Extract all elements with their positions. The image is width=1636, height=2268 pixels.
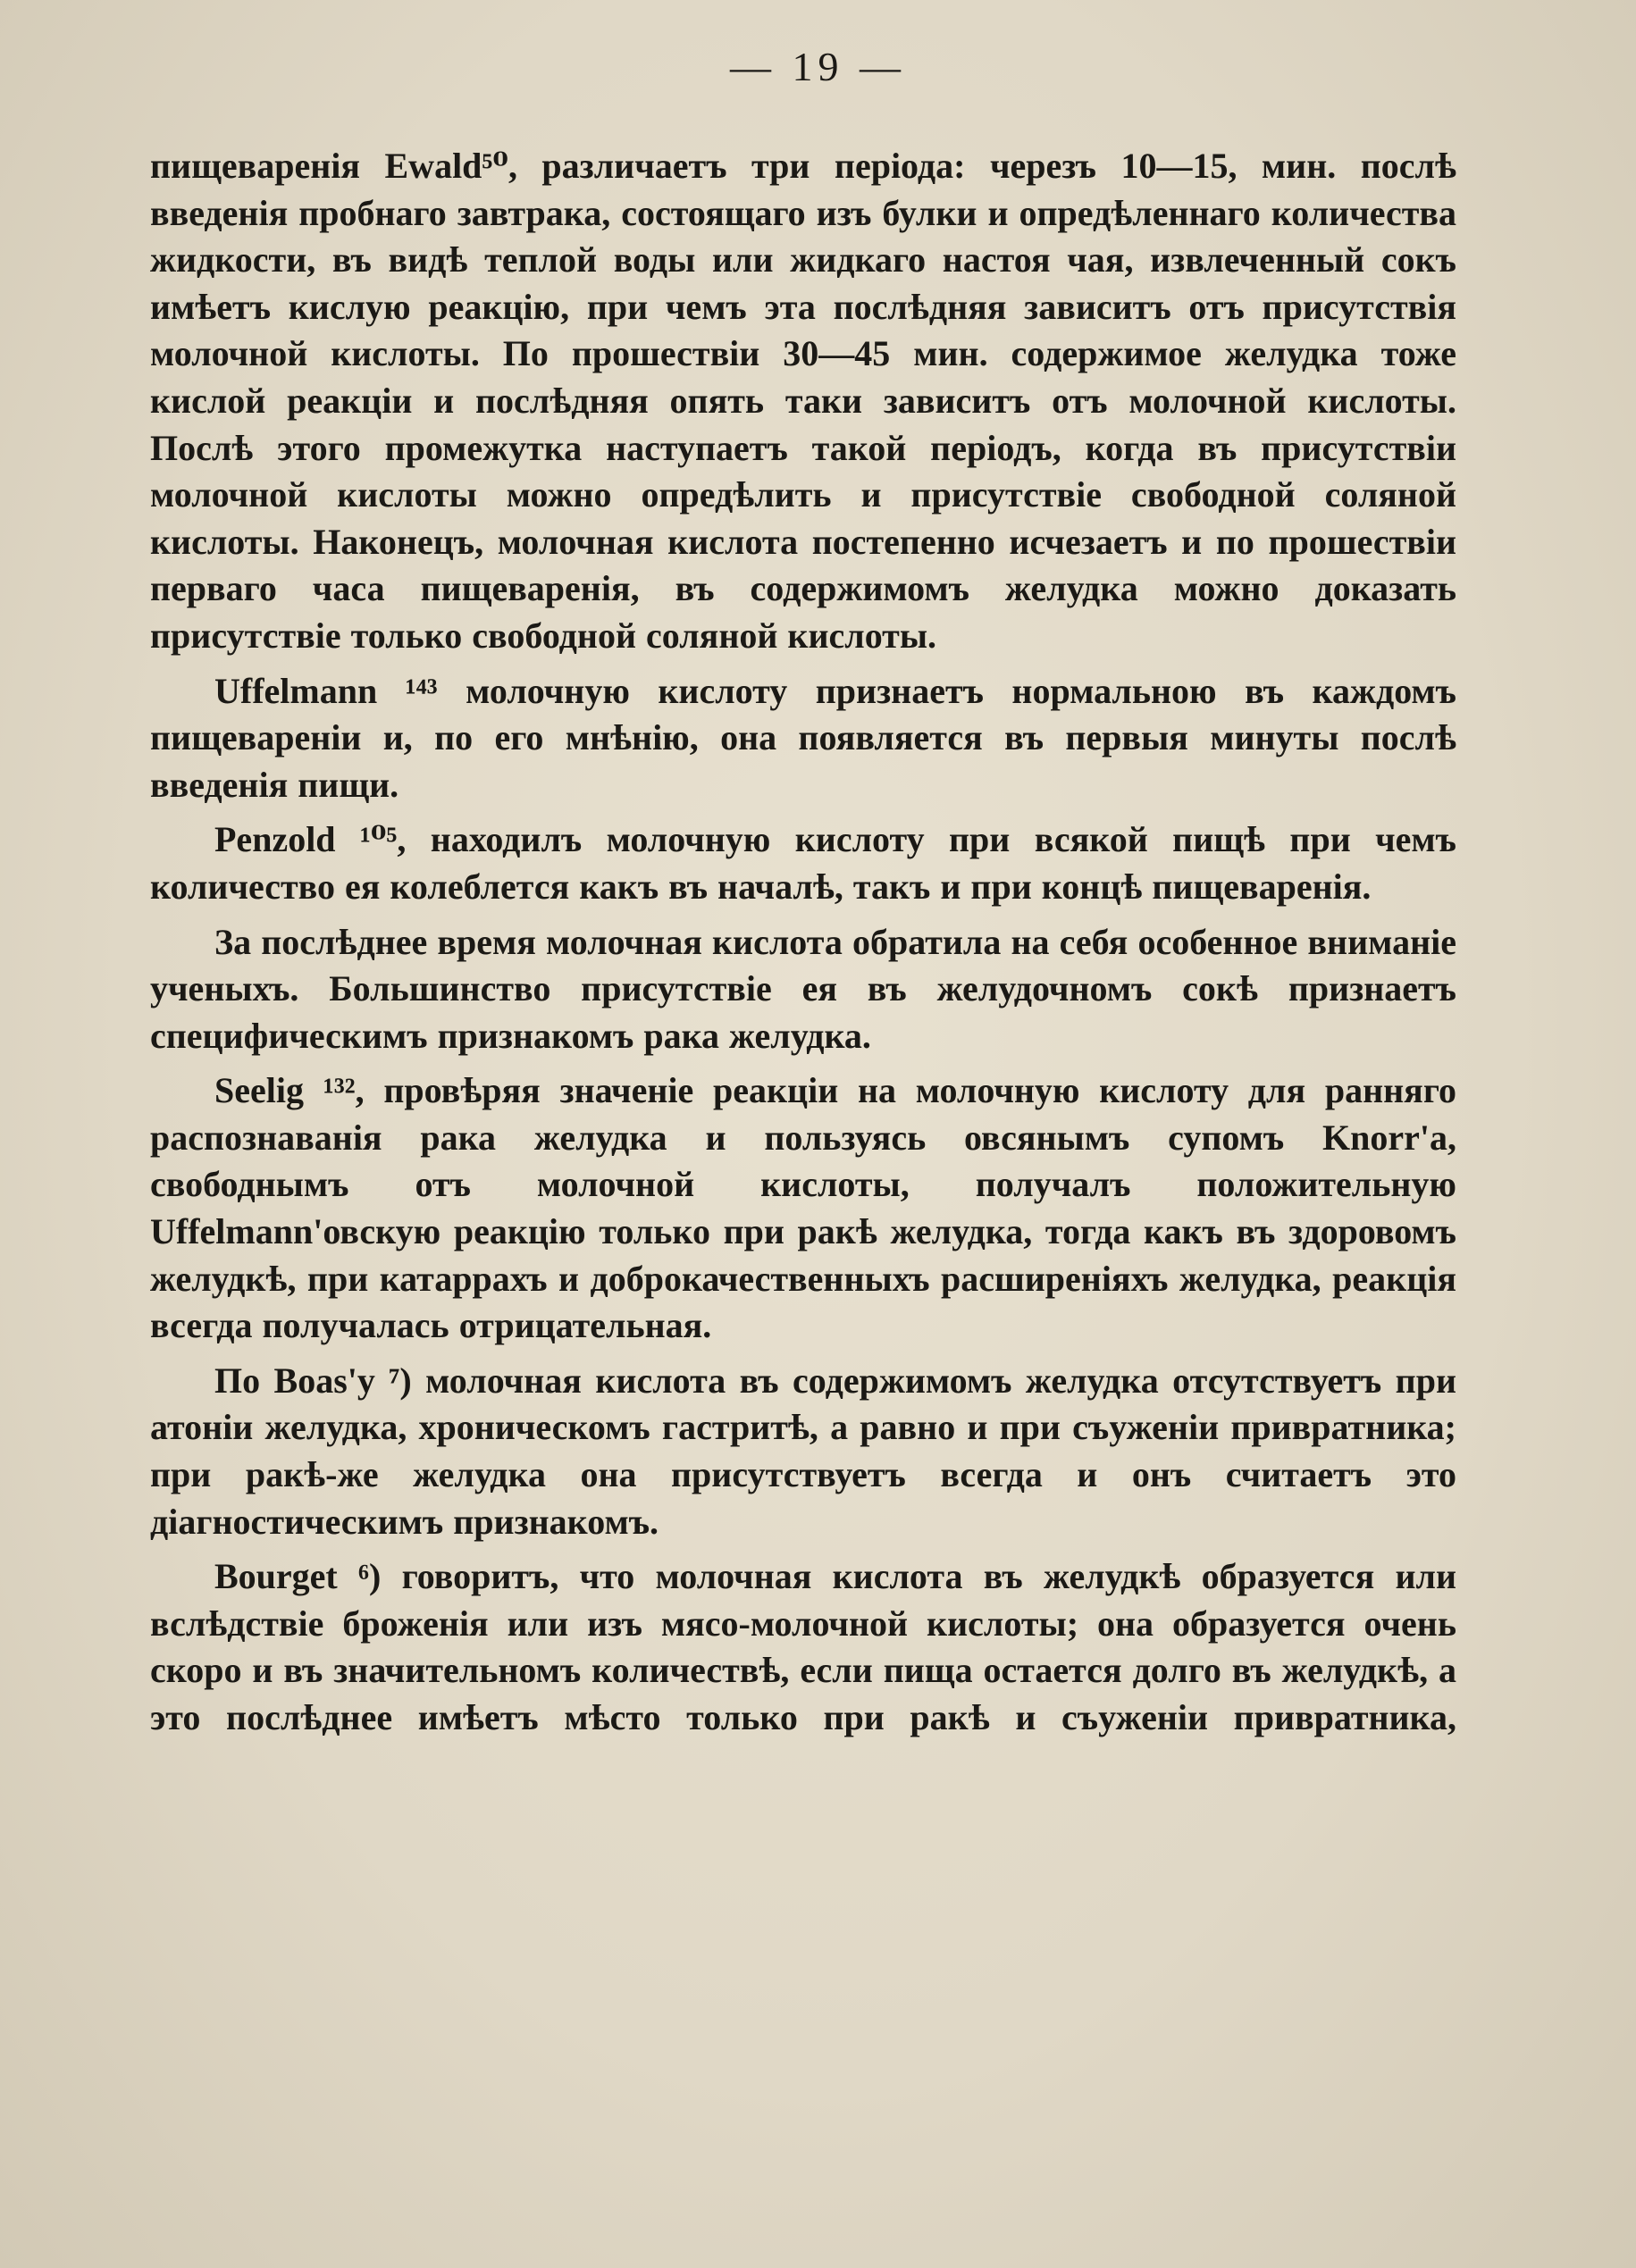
paragraph-uffelmann: Uffelmann ¹⁴³ молочную кислоту признаетъ нормальною въ каждомъ пищевареніи и, по его мнѣнію, она появляется въ первыя минуты послѣ введенія пищи. bbox=[150, 670, 1456, 805]
body-text bbox=[150, 143, 1456, 1750]
paragraph-boas: По Boas'y ⁷) молочная кислота въ содержимомъ желудка отсутствуетъ при атоніи желудка, хроническомъ гастритѣ, а равно и при съуженіи привратника; при ракѣ-же желудка она присутствуетъ всегда и онъ считаетъ это діагностическимъ признакомъ. bbox=[150, 1360, 1456, 1542]
paragraph-penzold: Penzold ¹⁰⁵, находилъ молочную кислоту при всякой пищѣ при чемъ количество ея колеблется какъ въ началѣ, такъ и при концѣ пищеваренія. bbox=[150, 819, 1456, 907]
paragraph-recent-attention: За послѣднее время молочная кислота обратила на себя особенное вниманіе ученыхъ. Большинство присутствіе ея въ желудочномъ сокѣ признаетъ специфическимъ признакомъ рака желудка. bbox=[150, 921, 1456, 1056]
paragraph-seelig: Seelig ¹³², провѣряя значеніе реакціи на молочную кислоту для ранняго распознаванія рака желудка и пользуясь овсянымъ супомъ Knorr'a, свободнымъ отъ молочной кислоты, получалъ положительную Uffelmann'овскую реакцію только при ракѣ желудка, тогда какъ въ здоровомъ желудкѣ, при катаррахъ и доброкачественныхъ расширеніяхъ желудка, реакція всегда получалась отрицательная. bbox=[150, 1070, 1456, 1346]
page-number: — 19 — bbox=[730, 44, 906, 89]
paragraph-ewald: пищеваренія Ewald⁵⁰, различаетъ три періода: черезъ 10—15, мин. послѣ введенія пробнаго завтрака, состоящаго изъ булки и опредѣленнаго количества жидкости, въ видѣ теплой воды или жидкаго настоя чая, извлеченный сокъ имѣетъ кислую реакцію, при чемъ эта послѣдняя зависитъ отъ присутствія молочной кислоты. По прошествіи 30—45 мин. содержимое желудка тоже кислой реакціи и послѣдняя опять таки зависитъ отъ молочной кислоты. Послѣ этого промежутка наступаетъ такой періодъ, когда въ присутствіи молочной кислоты можно опредѣлить и присутствіе свободной соляной кислоты. Наконецъ, молочная кислота постепенно исчезаетъ и по прошествіи перваго часа пищеваренія, въ содержимомъ желудка можно доказать присутствіе только свободной соляной кислоты. bbox=[150, 146, 1456, 656]
paragraph-bourget: Bourget ⁶) говоритъ, что молочная кислота въ желудкѣ образуется или вслѣдствіе броженія или изъ мясо-молочной кислоты; она образуется очень скоро и въ значительномъ количествѣ, если пища остается долго въ желудкѣ, а это послѣднее имѣетъ мѣсто только при ракѣ и съуженіи привратника, bbox=[150, 1556, 1456, 1737]
